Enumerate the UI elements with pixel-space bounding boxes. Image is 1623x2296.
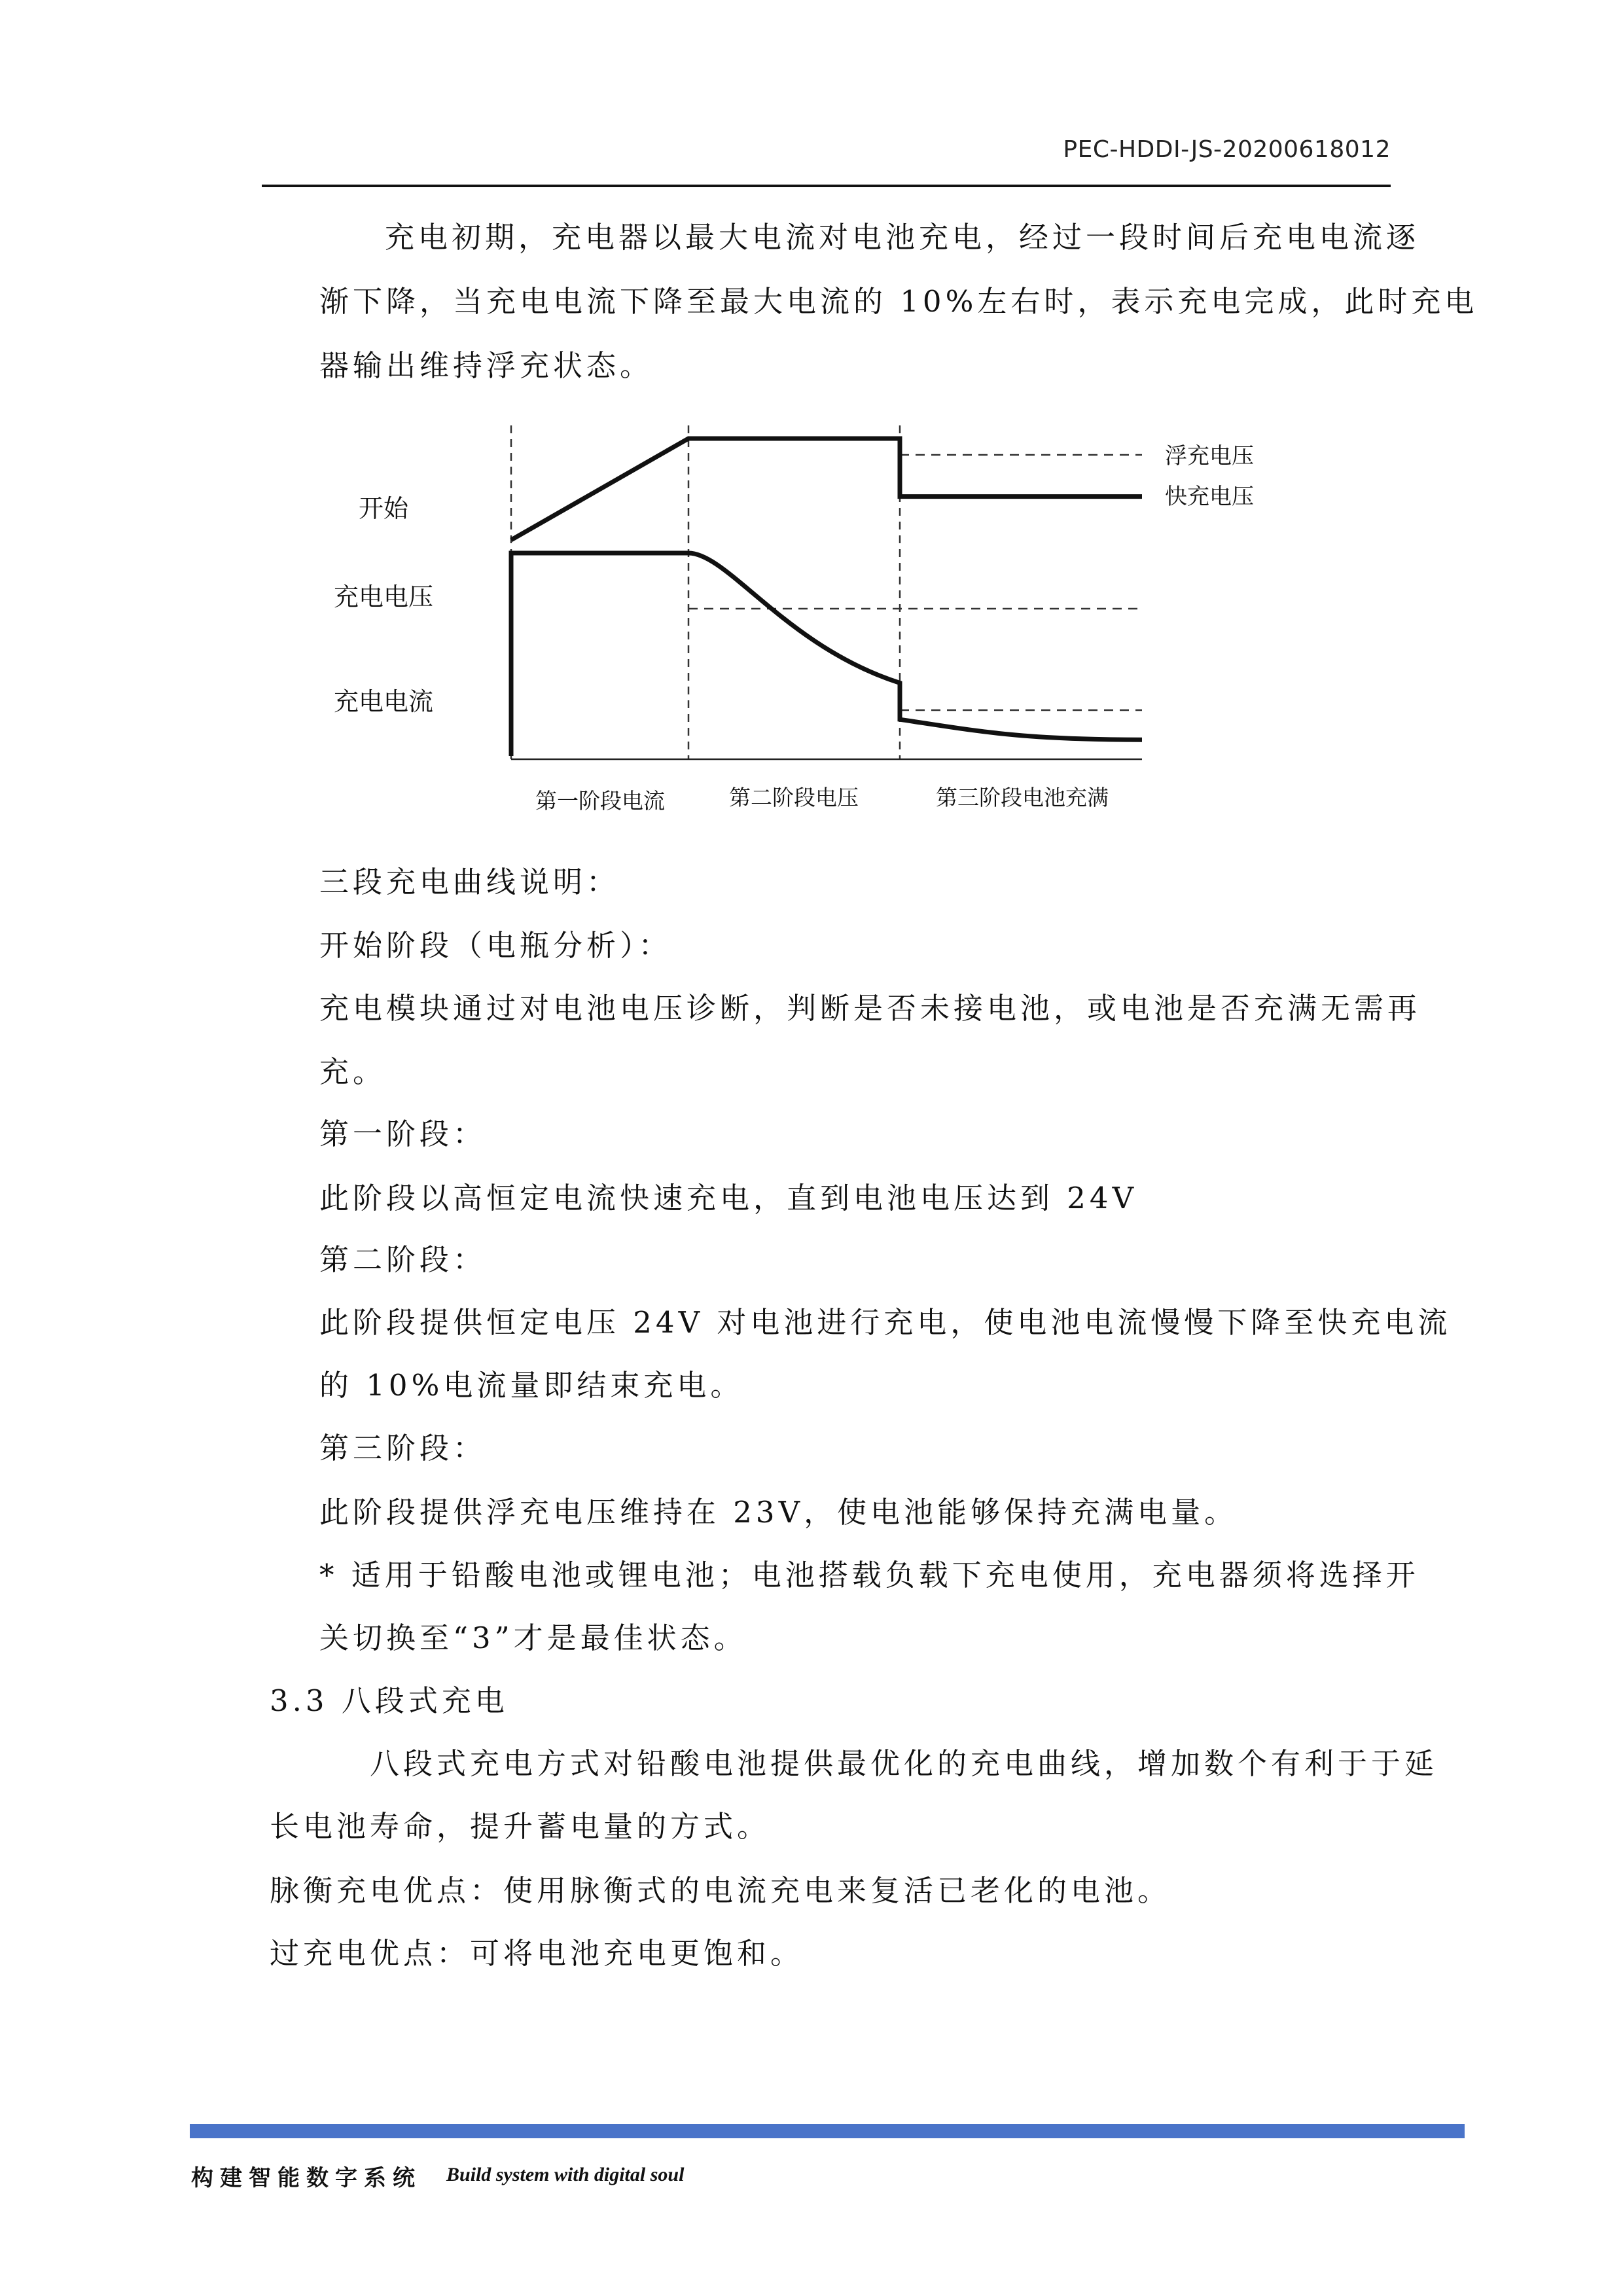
label-charge-voltage: 充电电压 xyxy=(334,583,434,611)
body-line-5: 第一阶段： xyxy=(319,1117,487,1151)
body-line-10: 第三阶段： xyxy=(319,1431,487,1465)
body-line-12: * 适用于铅酸电池或锂电池；电池搭载负载下充电使用，充电器须将选择开 xyxy=(319,1558,1419,1592)
body-line-7: 第二阶段： xyxy=(319,1242,487,1277)
overcharge-advantage: 过充电优点：可将电池充电更饱和。 xyxy=(270,1936,804,1971)
label-start: 开始 xyxy=(359,494,409,523)
section-heading: 3.3 八段式充电 xyxy=(270,1683,508,1718)
body-line-1: 三段充电曲线说明： xyxy=(319,865,620,899)
intro-line-2: 渐下降，当充电电流下降至最大电流的 10%左右时，表示充电完成，此时充电 xyxy=(319,284,1478,319)
body-line-4: 充。 xyxy=(319,1054,387,1089)
pulse-advantage: 脉衡充电优点：使用脉衡式的电流充电来复活已老化的电池。 xyxy=(270,1873,1171,1908)
footer-slogan-cn: 构建智能数字系统 xyxy=(191,2165,421,2191)
section-para-line-1: 八段式充电方式对铅酸电池提供最优化的充电曲线，增加数个有利于于延 xyxy=(370,1746,1438,1781)
intro-line-3: 器输出维持浮充状态。 xyxy=(319,348,654,383)
document-id: PEC-HDDI-JS-20200618012 xyxy=(1063,136,1391,163)
current-curve xyxy=(511,553,1142,756)
body-line-8: 此阶段提供恒定电压 24V 对电池进行充电，使电池电流慢慢下降至快充电流 xyxy=(319,1305,1452,1340)
footer-bar xyxy=(190,2124,1465,2138)
intro-line-1: 充电初期，充电器以最大电流对电池充电，经过一段时间后充电电流逐 xyxy=(385,220,1420,255)
section-para-line-2: 长电池寿命，提升蓄电量的方式。 xyxy=(270,1809,771,1844)
label-float-voltage: 浮充电压 xyxy=(1165,443,1254,469)
body-line-9: 的 10%电流量即结束充电。 xyxy=(319,1368,744,1403)
footer-slogan-en: Build system with digital soul xyxy=(446,2164,685,2185)
stage-label-1: 第一阶段电流 xyxy=(535,788,665,814)
body-line-11: 此阶段提供浮充电压维持在 23V，使电池能够保持充满电量。 xyxy=(319,1495,1238,1530)
header-rule xyxy=(262,185,1391,187)
stage-label-2: 第二阶段电压 xyxy=(729,785,859,810)
body-line-13: 关切换至“3”才是最佳状态。 xyxy=(319,1621,747,1655)
charging-curve-chart xyxy=(314,412,1309,831)
stage-label-3: 第三阶段电池充满 xyxy=(936,785,1109,810)
label-fast-voltage: 快充电压 xyxy=(1165,484,1254,510)
label-charge-current: 充电电流 xyxy=(334,687,434,716)
body-line-6: 此阶段以高恒定电流快速充电，直到电池电压达到 24V xyxy=(319,1181,1138,1215)
body-line-3: 充电模块通过对电池电压诊断，判断是否未接电池，或电池是否充满无需再 xyxy=(319,991,1421,1026)
body-line-2: 开始阶段（电瓶分析）： xyxy=(319,928,672,963)
voltage-curve xyxy=(511,439,1142,540)
